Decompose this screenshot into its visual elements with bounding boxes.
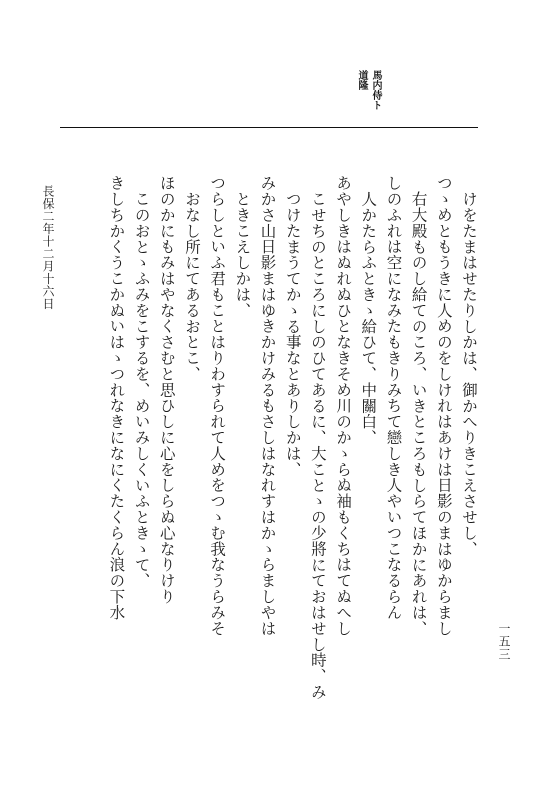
text-line: しのふれは空になみたもきりみちて戀しき人やいつこなるらん xyxy=(384,175,403,621)
text-line: つけたまうてかゝる事なとありしかは、 xyxy=(283,191,302,478)
text-line: こせちのところにしのひてあるに、大ことゝの少將にておはせし時、み xyxy=(308,191,327,700)
text-line: 右大殿ものし給てのころ、いきところもしらてほかにあれは、 xyxy=(409,191,428,637)
text-line: みかさ山日影まはゆきかけみるもさしはなれすはかゝらましやは xyxy=(258,175,277,637)
text-line: おなし所にてあるおとこ、 xyxy=(182,191,201,382)
text-line: このおとゝふみをこするを、めいみしくいふときゝて、 xyxy=(132,191,151,589)
header-rule xyxy=(60,127,478,128)
page-number: 一五三 xyxy=(497,622,511,661)
vertical-text-body xyxy=(105,175,480,700)
text-line: つらしといふ君もことはりわすられて人めをつゝむ我なうらみそ xyxy=(208,175,227,637)
text-line: つゝめともうきに人めのをしけれはあけは日影のまはゆからまし xyxy=(434,175,453,637)
running-header xyxy=(355,70,381,118)
text-line: ときこえしかは、 xyxy=(233,191,252,319)
date-line: 長保二年十二月十六日 xyxy=(41,185,55,310)
text-line: 人かたらふときゝ給ひて、中關白、 xyxy=(359,191,378,446)
text-line: きしちかくうこかぬいはゝつれなきになにくたくらん浪の下水 xyxy=(107,175,126,621)
text-line: ほのかにもみはやなくさむと思ひしに心をしらぬ心なりけり xyxy=(157,175,176,605)
text-line: あやしきはぬれぬひとなきそめ川のかゝらぬ袖もくちはてぬへし xyxy=(334,175,353,637)
text-line: けをたまはせたりしかは、御かへりきこえさせし、 xyxy=(460,191,478,557)
header-line-right: 馬内侍ト xyxy=(370,70,381,110)
header-line-left: 道隆 xyxy=(356,70,367,90)
